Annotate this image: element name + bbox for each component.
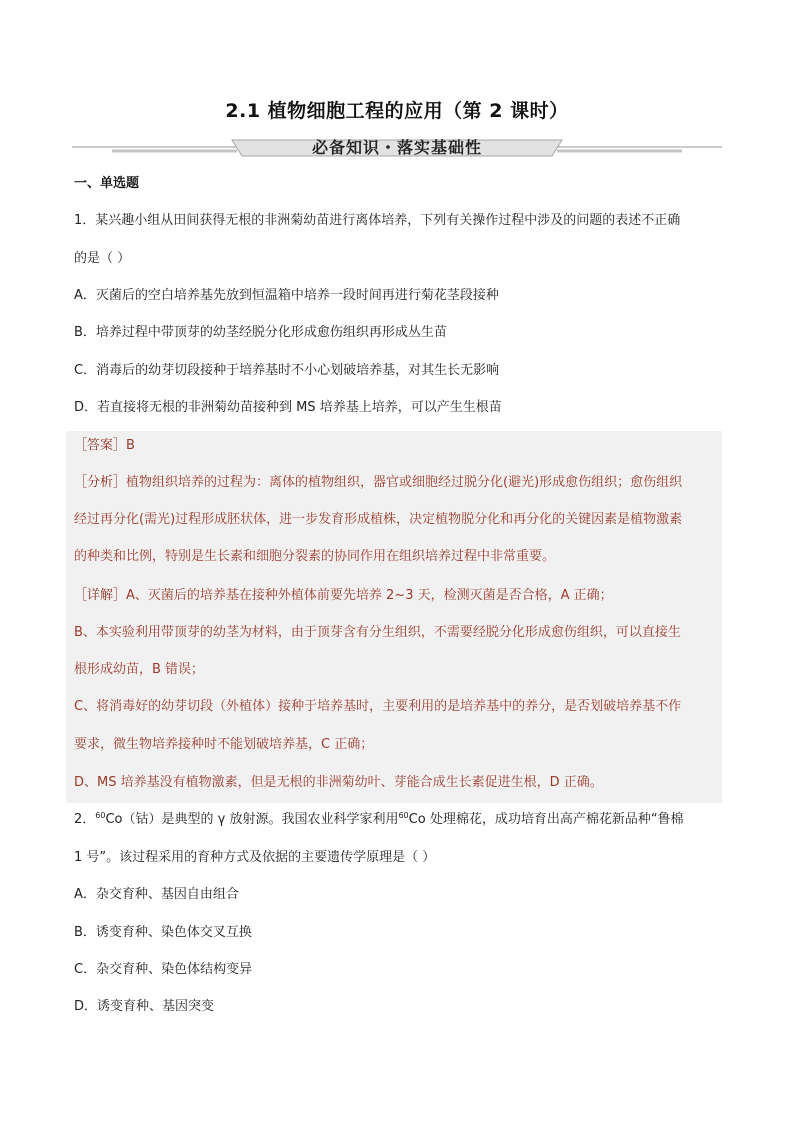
page-title: 2.1 植物细胞工程的应用（第 2 课时） (225, 100, 569, 122)
answer-value: B (126, 438, 135, 453)
section-heading: 一、单选题 (74, 176, 140, 191)
q2-stem-line1 (74, 811, 684, 829)
q2-option-d: D．诱变育种、基因突变 (74, 999, 215, 1014)
q1-detail-line1 (74, 587, 613, 605)
q2-option-a: A．杂交育种、基因自由组合 (74, 887, 239, 902)
q1-detail-line4: C、将消毒好的幼芽切段（外植体）接种于培养基时，主要利用的是培养基中的养分，是否划破培养基不作 (74, 699, 682, 714)
q1-analysis-line1 (74, 474, 682, 492)
detail-text: A、灭菌后的培养基在接种外植体前要先培养 2~3 天，检测灭菌是否合格，A 正确； (126, 588, 613, 603)
q1-detail-line2: B、本实验利用带顶芽的幼茎为材料，由于顶芽含有分生组织，不需要经脱分化形成愈伤组织，可以直接生 (74, 625, 681, 640)
q1-stem-line1: 1．某兴趣小组从田间获得无根的非洲菊幼苗进行离体培养，下列有关操作过程中涉及的问题的表述不正确 (74, 213, 681, 228)
q2-option-b: B．诱变育种、染色体交叉互换 (74, 925, 252, 940)
answer-label: ［答案］ (74, 438, 127, 453)
q1-detail-line5: 要求，微生物培养接种时不能划破培养基，C 正确； (74, 737, 374, 752)
detail-label: ［详解］ (74, 588, 127, 603)
q1-detail-line6: D、MS 培养基没有植物激素，但是无根的非洲菊幼叶、芽能合成生长素促进生根，D 正确。 (74, 775, 603, 790)
isotope-mass-number: 60 (398, 811, 409, 820)
banner-label: 必备知识・落实基础性 (311, 138, 482, 157)
section-banner (72, 134, 722, 160)
q1-answer (74, 437, 135, 455)
q2-option-c: C．杂交育种、染色体结构变异 (74, 962, 253, 977)
q2-stem-part-b: Co 处理棉花，成功培育出高产棉花新品种“鲁棉 (408, 812, 684, 827)
analysis-label: ［分析］ (74, 475, 127, 490)
q1-option-a: A．灭菌后的空白培养基先放到恒温箱中培养一段时间再进行菊花茎段接种 (74, 288, 499, 303)
q1-option-c: C．消毒后的幼芽切段接种于培养基时不小心划破培养基，对其生长无影响 (74, 363, 500, 378)
q1-analysis-line2: 经过再分化(需光)过程形成胚状体，进一步发育形成植株，决定植物脱分化和再分化的关键因素是植物激素 (74, 512, 683, 527)
q1-option-d: D．若直接将无根的非洲菊幼苗接种到 MS 培养基上培养，可以产生生根苗 (74, 400, 502, 415)
q2-stem-part-a: Co（钴）是典型的 γ 放射源。我国农业科学家利用 (105, 812, 399, 827)
q1-stem-line2: 的是（ ） (74, 251, 131, 266)
q1-option-b: B．培养过程中带顶芽的幼茎经脱分化形成愈伤组织再形成丛生苗 (74, 325, 447, 340)
isotope-mass-number: 60 (95, 811, 106, 820)
analysis-text: 植物组织培养的过程为：离体的植物组织，器官或细胞经过脱分化(避光)形成愈伤组织；愈伤组织 (126, 475, 683, 490)
q1-detail-line3: 根形成幼苗，B 错误； (74, 662, 205, 677)
q1-analysis-line3: 的种类和比例，特别是生长素和细胞分裂素的协同作用在组织培养过程中非常重要。 (74, 549, 556, 564)
q2-stem-line2: 1 号”。该过程采用的育种方式及依据的主要遗传学原理是（ ） (74, 850, 436, 865)
q2-number: 2． (74, 812, 96, 827)
